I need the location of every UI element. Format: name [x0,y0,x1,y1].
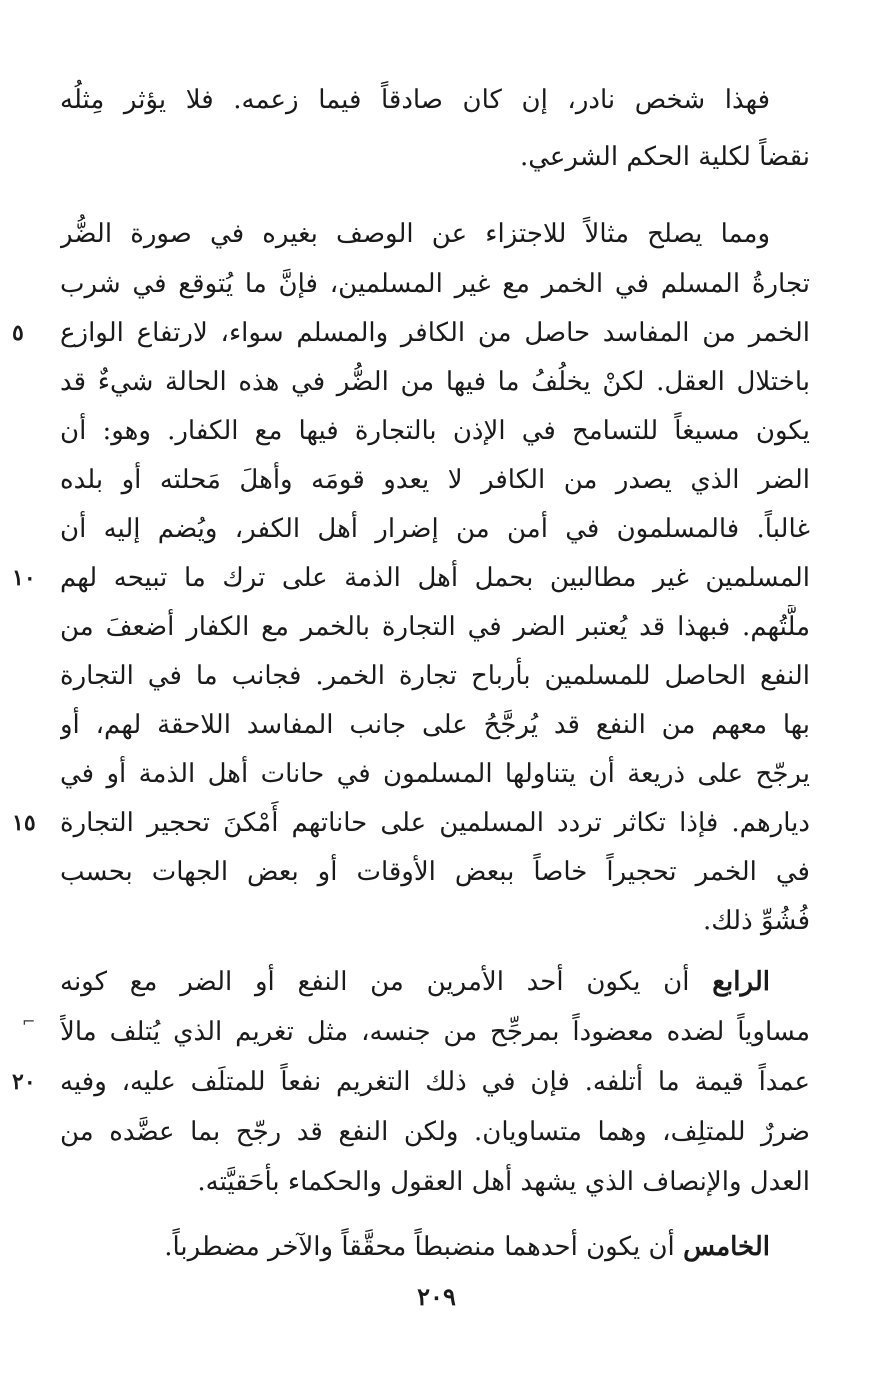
text-line-content: أن يكون أحدهما منضبطاً محقَّقاً والآخر مضطرباً. [164,1232,675,1262]
margin-line-number: ٢٠ [12,1069,36,1095]
text-line: غالباً. فالمسلمون في أمن من إضرار أهل الكفر، ويُضم إليه أن [60,514,810,544]
text-line: يكون مسيغاً للتسامح في الإذن بالتجارة فيها مع الكفار. وهو: أن [60,416,810,446]
page-number: ٢٠٩ [417,1282,456,1311]
text-line: ملَّتُهم. فبهذا قد يُعتبر الضر في التجارة بالخمر مع الكفار أضعفَ من [60,612,810,642]
text-line-content: أن يكون أحد الأمرين من النفع أو الضر مع كونه [60,967,690,997]
margin-line-number: ١٥ [12,810,36,836]
text-line: نقضاً لكلية الحكم الشرعي. [519,142,810,172]
margin-line-number: ١٠ [12,565,36,591]
text-line: ومما يصلح مثالاً للاجتزاء عن الوصف بغيره في صورة الضُّر [60,219,770,249]
text-line: بها معهم من النفع قد يُرجَّحُ على جانب المفاسد اللاحقة لهم، أو [60,710,810,740]
text-line: العدل والإنصاف الذي يشهد أهل العقول والحكماء بأحَقيَّته. [197,1167,810,1197]
margin-mark: ⌐ [22,1012,36,1031]
section-lead-word: الرابع [712,967,770,997]
text-line: المسلمين غير مطالبين بحمل أهل الذمة على ترك ما تبيحه لهم [60,563,810,593]
text-line: ضررٌ للمتلِف، وهما متساويان. ولكن النفع قد رجّح بما عضَّده من [60,1117,810,1147]
text-line: فهذا شخص نادر، إن كان صادقاً فيما زعمه. فلا يؤثر مِثلُه [60,85,770,115]
text-line: فُشُوِّ ذلك. [703,906,810,936]
section-lead-word: الخامس [683,1232,770,1262]
margin-line-number: ٥ [12,320,24,346]
text-line: يرجّح على ذريعة أن يتناولها المسلمون في حانات أهل الذمة أو في [60,759,810,789]
text-line: مساوياً لضده معضوداً بمرجِّح من جنسه، مثل تغريم الذي يُتلف مالاً [60,1017,810,1047]
text-line: الضر الذي يصدر من الكافر لا يعدو قومَه وأهلَ مَحلته أو بلده [60,465,810,495]
text-line: باختلال العقل. لكنْ يخلُفُ ما فيها من الضُّر في هذه الحالة شيءٌ قد [60,367,810,397]
text-line [60,1225,770,1269]
text-line: في الخمر تحجيراً خاصاً ببعض الأوقات أو بعض الجهات بحسب [60,857,810,887]
text-line: ديارهم. فإذا تكاثر تردد المسلمين على حاناتهم أَمْكنَ تحجير التجارة [60,808,810,838]
text-line: الخمر من المفاسد حاصل من الكافر والمسلم سواء، لارتفاع الوازع [60,318,810,348]
text-line: تجارةُ المسلم في الخمر مع غير المسلمين، فإنَّ ما يُتوقع في شرب [60,269,810,299]
text-line [60,960,770,1004]
text-line: النفع الحاصل للمسلمين بأرباح تجارة الخمر. فجانب ما في التجارة [60,661,810,691]
text-line: عمداً قيمة ما أتلفه. فإن في ذلك التغريم نفعاً للمتلَف عليه، وفيه [60,1067,810,1097]
